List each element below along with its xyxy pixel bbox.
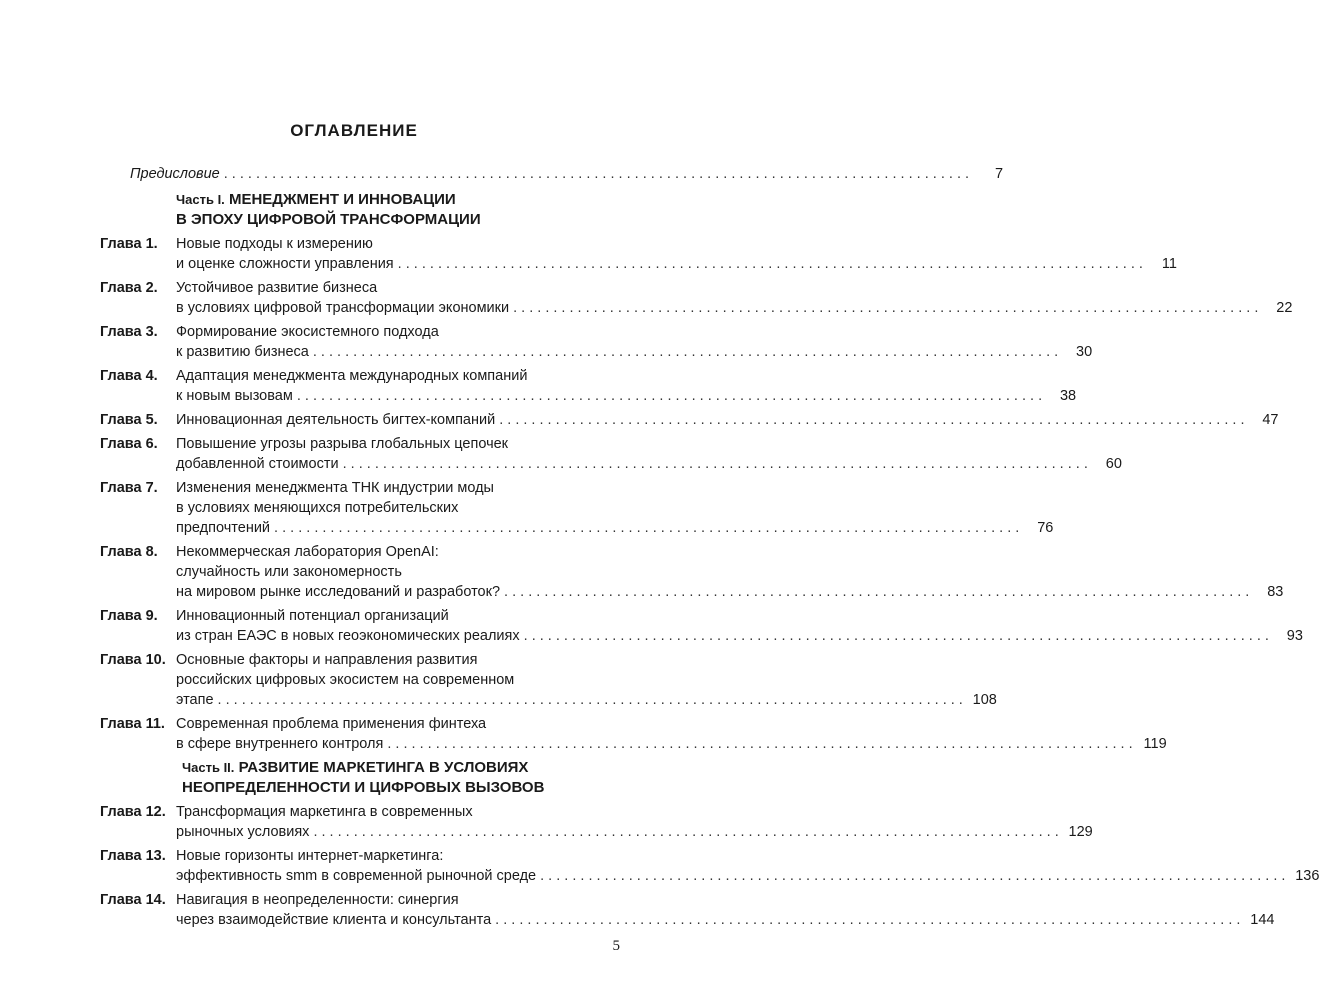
toc-entry-chapter [100, 434, 1122, 474]
chapter-title-line: Устойчивое развитие бизнеса [176, 280, 378, 296]
dot-leader [398, 254, 1143, 274]
dot-leader [224, 164, 969, 184]
dot-leader [495, 910, 1240, 930]
toc-entry-chapter [100, 606, 1303, 646]
page-ref: 136 [1295, 868, 1319, 884]
chapter-list-part-2 [100, 802, 1319, 930]
chapter-title-line: к развитию бизнеса [176, 344, 309, 360]
chapter-title-line: через взаимодействие клиента и консультанта [176, 912, 492, 928]
chapter-title-line: Формирование экосистемного подхода [176, 324, 439, 340]
chapter-label: Глава 13. [100, 848, 166, 864]
dot-leader [313, 822, 1058, 842]
chapter-label: Глава 8. [100, 544, 158, 560]
chapter-title-line: в сфере внутреннего контроля [176, 736, 384, 752]
part-title-line: В ЭПОХУ ЦИФРОВОЙ ТРАНСФОРМАЦИИ [176, 211, 481, 228]
toc-entry-chapter [100, 714, 1167, 754]
chapter-title-line: и оценке сложности управления [176, 256, 394, 272]
page-ref: 129 [1068, 824, 1093, 840]
chapter-title-line: этапе [176, 692, 214, 708]
chapter-title-line: Трансформация маркетинга в современных [176, 804, 473, 820]
chapter-label: Глава 6. [100, 436, 158, 452]
chapter-title-line: Инновационная деятельность бигтех-компаний [176, 412, 496, 428]
chapter-title-line: Изменения менеджмента ТНК индустрии моды [176, 480, 494, 496]
part-title-line: НЕОПРЕДЕЛЕННОСТИ И ЦИФРОВЫХ ВЫЗОВОВ [182, 779, 545, 796]
dot-leader [499, 410, 1244, 430]
dot-leader [387, 734, 1132, 754]
page-ref: 47 [1262, 412, 1279, 428]
chapter-label: Глава 11. [100, 716, 165, 732]
page-ref: 83 [1267, 584, 1284, 600]
chapter-title-line: Современная проблема применения финтеха [176, 716, 487, 732]
page-ref: 119 [1143, 736, 1167, 752]
toc-entry-chapter [100, 802, 1093, 842]
chapter-label: Глава 4. [100, 368, 158, 384]
page-ref: 11 [1161, 256, 1177, 272]
chapter-label: Глава 9. [100, 608, 158, 624]
chapter-title-line: Новые подходы к измерению [176, 236, 373, 252]
chapter-label: Глава 2. [100, 280, 158, 296]
chapter-title-line: случайность или закономерность [176, 564, 402, 580]
chapter-label: Глава 5. [100, 412, 158, 428]
chapter-label: Глава 3. [100, 324, 158, 340]
toc-entry-chapter [100, 234, 1177, 274]
page-ref: 108 [972, 692, 997, 708]
toc-entry-chapter [100, 410, 1279, 430]
part-prefix: Часть I. [176, 192, 225, 207]
chapter-label: Глава 12. [100, 804, 166, 820]
toc-entry-chapter [100, 478, 1054, 538]
dot-leader [513, 298, 1258, 318]
chapter-title-line: к новым вызовам [176, 388, 293, 404]
dot-leader [274, 518, 1019, 538]
dot-leader [313, 342, 1058, 362]
table-of-contents [100, 164, 1319, 934]
chapter-title-line: эффективность smm в современной рыночной среде [176, 868, 537, 884]
toc-entry-chapter [100, 542, 1284, 602]
chapter-label: Глава 1. [100, 236, 158, 252]
toc-entry-chapter [100, 278, 1293, 318]
page-ref: 76 [1037, 520, 1054, 536]
page-ref: 60 [1105, 456, 1122, 472]
chapter-title-line: российских цифровых экосистем на современном [176, 672, 515, 688]
dot-leader [297, 386, 1042, 406]
dot-leader [540, 866, 1285, 886]
toc-entry-chapter [100, 322, 1093, 362]
chapter-title-line: Адаптация менеджмента международных компаний [176, 368, 528, 384]
page-ref: 22 [1276, 300, 1293, 316]
dot-leader [504, 582, 1249, 602]
chapter-title-line: в условиях цифровой трансформации экономики [176, 300, 510, 316]
dot-leader [343, 454, 1088, 474]
chapter-title-line: в условиях меняющихся потребительских [176, 500, 459, 516]
page-ref: 7 [994, 166, 1004, 182]
toc-entry-preface [100, 164, 1004, 184]
chapter-title-line: Новые горизонты интернет-маркетинга: [176, 848, 444, 864]
toc-entry-chapter [100, 890, 1275, 930]
part-prefix: Часть II. [182, 760, 235, 775]
page-ref: 144 [1250, 912, 1275, 928]
part-heading-2 [100, 758, 604, 798]
chapter-title-line: предпочтений [176, 520, 271, 536]
toc-entry-chapter [100, 650, 997, 710]
chapter-list-part-1 [100, 234, 1303, 754]
toc-entry-chapter [100, 366, 1077, 406]
page-number: 5 [612, 938, 620, 954]
page-ref: 30 [1076, 344, 1093, 360]
chapter-label: Глава 7. [100, 480, 158, 496]
chapter-label: Глава 14. [100, 892, 166, 908]
page-ref: 93 [1286, 628, 1303, 644]
preface-title: Предисловие [130, 166, 220, 182]
toc-entry-chapter [100, 846, 1319, 886]
part-title-line: РАЗВИТИЕ МАРКЕТИНГА В УСЛОВИЯХ [238, 759, 529, 776]
chapter-title-line: Повышение угрозы разрыва глобальных цепочек [176, 436, 509, 452]
chapter-title-line: Инновационный потенциал организаций [176, 608, 449, 624]
part-heading-1 [100, 190, 604, 230]
chapter-title-line: на мировом рынке исследований и разработок? [176, 584, 501, 600]
chapter-title-line: рыночных условиях [176, 824, 310, 840]
chapter-title-line: Некоммерческая лаборатория OpenAI: [176, 544, 439, 560]
dot-leader [218, 690, 963, 710]
chapter-title-line: Навигация в неопределенности: синергия [176, 892, 459, 908]
page-ref: 38 [1059, 388, 1077, 404]
toc-title: ОГЛАВЛЕНИЕ [290, 121, 418, 140]
dot-leader [524, 626, 1269, 646]
chapter-title-line: добавленной стоимости [176, 456, 339, 472]
part-title-line: МЕНЕДЖМЕНТ И ИННОВАЦИИ [228, 191, 456, 208]
chapter-label: Глава 10. [100, 652, 166, 668]
chapter-title-line: Основные факторы и направления развития [176, 652, 478, 668]
chapter-title-line: из стран ЕАЭС в новых геоэкономических реалиях [176, 628, 520, 644]
